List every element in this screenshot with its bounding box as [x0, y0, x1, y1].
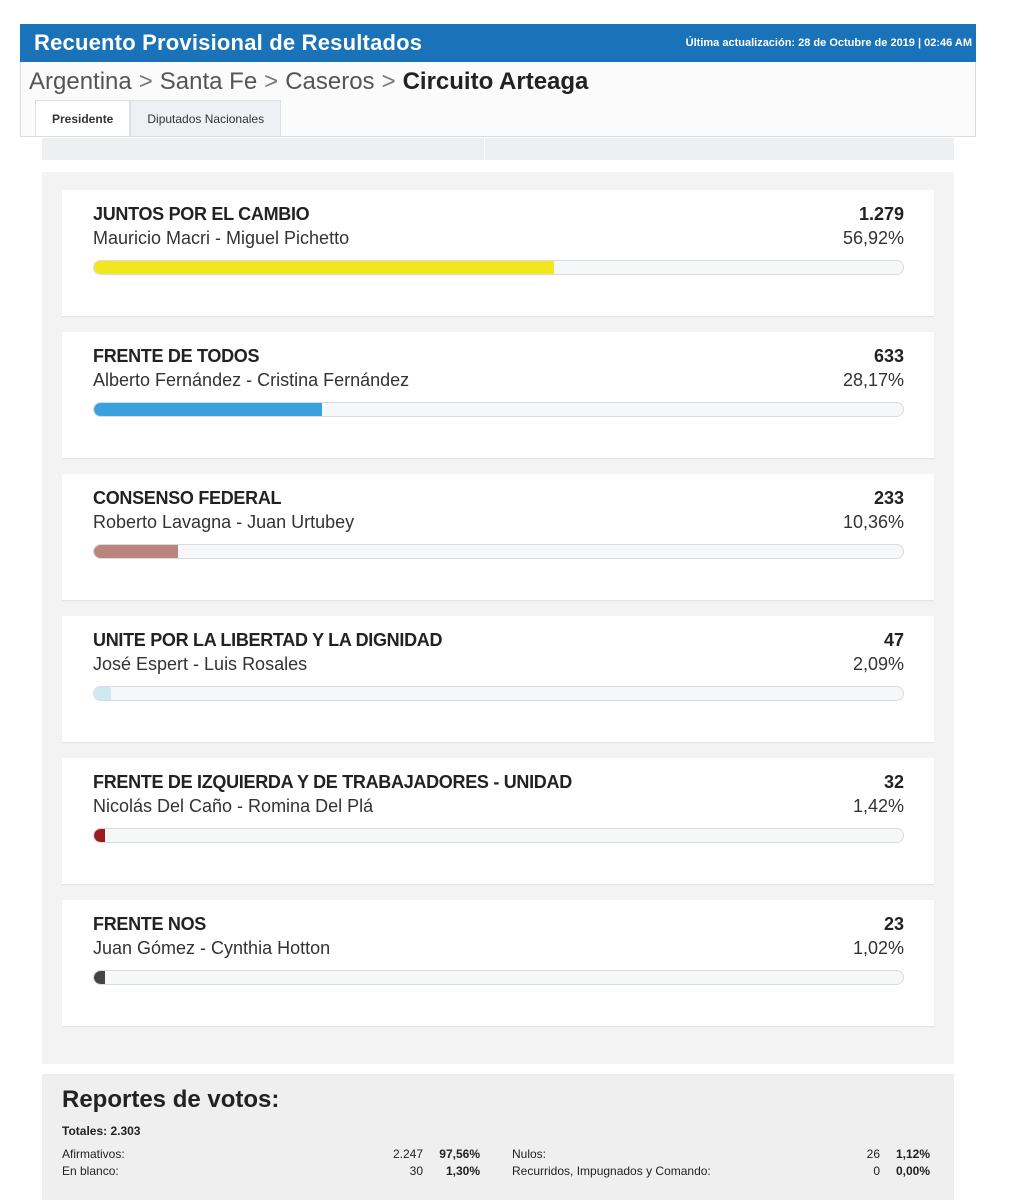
vote-percent: 1,02% — [852, 938, 904, 958]
tab-diputados-nacionales[interactable]: Diputados Nacionales — [130, 100, 281, 136]
report-count: 2.247 — [392, 1147, 423, 1161]
tab-presidente[interactable]: Presidente — [35, 100, 130, 136]
party-name: CONSENSO FEDERAL — [93, 488, 282, 508]
progress-bar — [93, 260, 904, 275]
party-name: FRENTE DE IZQUIERDA Y DE TRABAJADORES - UNIDAD — [93, 772, 572, 792]
breadcrumb-current: Circuito Arteaga — [402, 68, 589, 95]
vote-count: 23 — [883, 914, 904, 934]
breadcrumb-separator: > — [138, 68, 153, 95]
progress-bar-fill — [94, 261, 554, 274]
header-bar — [20, 24, 976, 62]
report-percent: 0,00% — [895, 1164, 930, 1178]
report-percent: 97,56% — [439, 1147, 480, 1161]
vote-count: 47 — [883, 630, 904, 650]
report-count: 30 — [409, 1164, 423, 1178]
progress-bar — [93, 544, 904, 559]
candidate-names: Nicolás Del Caño - Romina Del Plá — [93, 796, 374, 816]
progress-bar-fill — [94, 829, 105, 842]
result-card — [62, 900, 934, 1026]
results-panel — [42, 172, 954, 1064]
result-card — [62, 474, 934, 600]
report-label: En blanco: — [62, 1164, 119, 1178]
report-label: Nulos: — [512, 1147, 547, 1161]
vote-reports-panel — [42, 1074, 954, 1200]
report-count: 0 — [873, 1164, 880, 1178]
report-label: Afirmativos: — [62, 1147, 125, 1161]
vote-percent: 2,09% — [852, 654, 904, 674]
result-card — [62, 332, 934, 458]
breadcrumb-separator: > — [264, 68, 279, 95]
last-update-text: Última actualización: 28 de Octubre de 2019 | 02:46 AM — [685, 37, 972, 49]
candidate-names: Roberto Lavagna - Juan Urtubey — [93, 512, 355, 532]
reports-title: Reportes de votos: — [62, 1086, 280, 1113]
report-percent: 1,12% — [895, 1147, 930, 1161]
strip-divider — [484, 138, 485, 160]
result-card — [62, 758, 934, 884]
report-label: Recurridos, Impugnados y Comando: — [512, 1164, 711, 1178]
progress-bar-fill — [94, 971, 105, 984]
progress-bar — [93, 402, 904, 417]
vote-percent: 56,92% — [842, 228, 904, 248]
candidate-names: Juan Gómez - Cynthia Hotton — [93, 938, 331, 958]
tab-bar — [35, 100, 281, 136]
party-name: JUNTOS POR EL CAMBIO — [93, 204, 310, 224]
vote-percent: 10,36% — [842, 512, 904, 532]
progress-bar — [93, 686, 904, 701]
totals-text: Totales: 2.303 — [62, 1124, 141, 1138]
breadcrumb-item-caseros[interactable]: Caseros — [285, 68, 375, 95]
progress-bar-fill — [94, 687, 111, 700]
breadcrumb — [29, 68, 588, 96]
result-card — [62, 190, 934, 316]
navigation-panel — [20, 62, 976, 137]
party-name: FRENTE NOS — [93, 914, 207, 934]
candidate-names: Alberto Fernández - Cristina Fernández — [93, 370, 410, 390]
progress-bar-fill — [94, 545, 178, 558]
vote-count: 32 — [883, 772, 904, 792]
vote-count: 233 — [873, 488, 904, 508]
page-title: Recuento Provisional de Resultados — [34, 30, 423, 55]
breadcrumb-item-santa-fe[interactable]: Santa Fe — [159, 68, 258, 95]
vote-percent: 28,17% — [842, 370, 904, 390]
vote-count: 633 — [873, 346, 904, 366]
breadcrumb-separator: > — [381, 68, 396, 95]
progress-bar — [93, 970, 904, 985]
candidate-names: Mauricio Macri - Miguel Pichetto — [93, 228, 350, 248]
report-percent: 1,30% — [445, 1164, 480, 1178]
candidate-names: José Espert - Luis Rosales — [93, 654, 308, 674]
vote-percent: 1,42% — [852, 796, 904, 816]
breadcrumb-item-argentina[interactable]: Argentina — [29, 68, 132, 95]
summary-strip — [42, 138, 954, 160]
result-card — [62, 616, 934, 742]
vote-count: 1.279 — [858, 204, 904, 224]
party-name: UNITE POR LA LIBERTAD Y LA DIGNIDAD — [93, 630, 443, 650]
report-count: 26 — [866, 1147, 880, 1161]
party-name: FRENTE DE TODOS — [93, 346, 260, 366]
progress-bar-fill — [94, 403, 322, 416]
progress-bar — [93, 828, 904, 843]
